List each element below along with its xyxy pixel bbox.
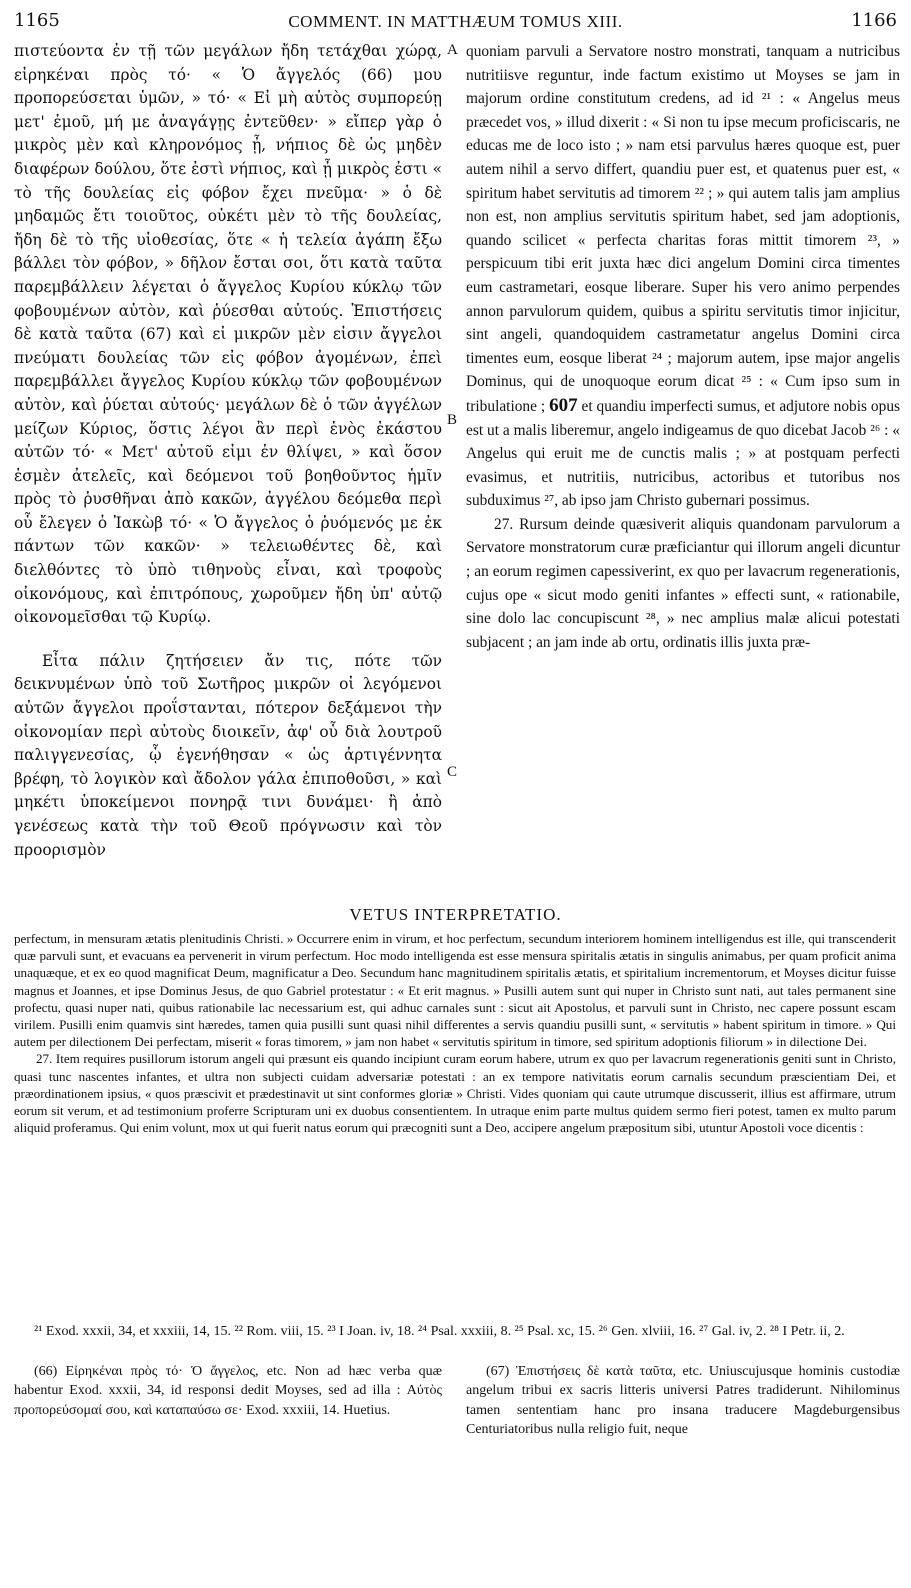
- scripture-footnotes: ²¹ Exod. xxxii, 34, et xxxiii, 14, 15. ²² Rom. viii, 15. ²³ I Joan. iv, 18. ²⁴ Psal. xxxiii, 8. ²⁵ Psal. xc, 15. ²⁶ Gen. xlviii, 16. ²⁷ Gal. iv, 2. ²⁸ I Petr. ii, 2.: [34, 1324, 845, 1339]
- editor-note-66: [14, 1362, 442, 1420]
- greek-paragraph-2: Εἶτα πάλιν ζητήσειεν ἄν τις, πότε τῶν δεικνυμένων ὑπὸ τοῦ Σωτῆρος μικρῶν οἱ λεγόμενοι αὐτῶν ἄγγελοι προΐστανται, πότερον δεξάμενοι τὴν οἰκονομίαν περὶ αὐτοὺς διοικεῖν, ἀφ' οὗ διὰ λουτροῦ παλιγγενεσίας, ᾧ ἐγενήθησαν « ὡς ἀρτιγέννητα βρέφη, τὸ λογικὸν καὶ ἄδολον γάλα ἐπιποθοῦσι, » καὶ μηκέτι ὑποκείμενοι πονηρᾷ τινι δυνάμει· ἢ ἀπὸ γενέσεως κατὰ τὴν τοῦ Θεοῦ πρόγνωσιν καὶ τὸν προορισμὸν: [14, 651, 442, 859]
- latin-paragraph-1-text: quoniam parvuli a Servatore nostro monstrati, tanquam a nutricibus nutritiisve reguntur, inde factum existimo ut Moyses se jam in majorum ordine constitutum credens, ad id ²¹ : « Angelus meus præcedet vos, » illud dixerit : « Si non tu ipse mecum proficiscaris, ne educas me de loco isto ; » nam etsi parvulus hæres quoque est, puer autem nihil a servo differt, quandiu puer est, et quatenus puer est, « spiritum habet servitutis ad timorem ²² ; » qui autem talis jam amplius non est, non amplius servitutis spiritum habet, sed jam adoptionis, quando scilicet « perfecta charitas foras mittit timorem ²³, » perspicuum tibi erit juxta hæc dici angelum Domini circa timentes eum castrametari, eosque liberare. Super his vero animo perpendes annon parvulorum quidem, quibus a spiritu servitutis timor injicitur, sint angeli, quandoquidem castrametatur angelus Domini circa timentes eum, eosque liberat ²⁴ ; majorum autem, ipse major angelis Dominus, qui de unoquoque eorum dicat ²⁵ : « Cum ipso sum in tribulatione ;: [466, 43, 900, 415]
- right-page-number: 1166: [851, 10, 897, 31]
- vetus-interpretatio-text: [14, 930, 896, 1136]
- vetus-paragraph-1: perfectum, in mensuram ætatis plenitudinis Christi. » Occurrere enim in virum, et hoc perfectum, secundum interiorem hominem intelligendus est ille, qui transcenderit quæ parvuli sunt, et evacuans ea pervenerit in virum perfectum. Hoc modo intelligenda est esse mensura spiritalis ætatis in singulis animabus, per quam proficit anima unaquæque, et ex eo quod magnificat Deum, magnificatur a Deo. Secundum hanc magnitudinem spiritalis ætatis, et spiritalium incrementorum, et Moyses dicitur fuisse magnus et Joannes, et ipse Dominus Jesus, de quo Gabriel protestatur : « Et erit magnus. » Pusilli autem sunt qui nuper in Christo sunt nati, aut tales permanent sine profectu, quasi nuper nati, quibus rationabile lac necessarium est, qui adhuc carnales sunt : sicut ait Apostolus, et parvuli sunt in Christo, nec capere possunt escam virilem. Pusilli enim quamvis sint hæredes, tamen quia pusilli sunt quasi nihil differentes a servis quandiu pusilli sunt, « servitutis » habent spiritum in timore. » Qui autem per dilectionem Dei perfectam, miserit « foras timorem, » jam non habet « servitutis spiritum in timore, sed spiritum adoptionis filiorum » in dilectione Dei.: [14, 931, 896, 1050]
- page-header: [14, 8, 897, 36]
- latin-paragraph-1: [466, 40, 900, 513]
- greek-column: [14, 40, 442, 862]
- margin-letter-c: C: [447, 764, 458, 780]
- latin-column: [466, 40, 900, 654]
- greek-paragraph-1: πιστεύοντα ἐν τῇ τῶν μεγάλων ἤδη τετάχθαι χώρᾳ, εἰρηκέναι πρὸς τό· « Ὁ ἄγγελός (66) μου προπορεύσεται ὑμῶν, » τό· « Εἰ μὴ αὐτὸς συμπορεύῃ μετ' ἐμοῦ, μή με ἀναγάγῃς ἐντεῦθεν· » εἴπερ γὰρ ὁ μικρὸς μὲν καὶ κληρονόμος ᾖ, νήπιος δὲ ὡς μηδὲν διαφέρων δούλου, ὅτε ἐστὶ νήπιος, καὶ ᾖ μικρὸς ἐστι « τὸ τῆς δουλείας εἰς φόβον ἔχει πνεῦμα· » ὁ δὲ μηδαμῶς ἔτι τοιοῦτος, οὐκέτι μὲν τὸ τῆς δουλείας, ἤδη δὲ τὸ τῆς υἱοθεσίας, ὅτε « ἡ τελεία ἀγάπη ἔξω βάλλει τὸν φόβον, » δῆλον ἔσται σοι, ὅτι κατὰ ταῦτα παρεμβάλλειν λέγεται ὁ ἄγγελος Κυρίου κύκλῳ τῶν φοβουμένων αὐτὸν, καὶ ῥύεσθαι αὐτούς. Ἐπιστήσεις δὲ κατὰ ταῦτα (67) καὶ εἰ μικρῶν μὲν εἰσιν ἄγγελοι πνεύματι δουλείας τῶν εἰς φόβον ἀγομένων, ἐπεὶ παρεμβάλλει ἄγγελος Κυρίου κύκλῳ τῶν φοβουμένων αὐτὸν, καὶ ῥύεται αὐτούς· μεγάλων δὲ ὁ τῶν ἀγγέλων μείζων Κύριος, ὅστις λέγοι ἂν περὶ ἑνὸς ἑκάστου αὐτῶν τό· « Μετ' αὐτοῦ εἰμι ἐν θλίψει, » καὶ ὅσον ἐσμὲν ἀτελεῖς, καὶ δεόμενοι τοῦ βοηθοῦντος ἡμῖν πρὸς τὸ ῥυσθῆναι ἀπὸ κακῶν, ἀγγέλου δεόμεθα περὶ οὗ ἔλεγεν ὁ Ἰακὼβ τό· « Ὁ ἄγγελος ὁ ῥυόμενός με ἐκ πάντων τῶν κακῶν· » τελειωθέντες δὲ, καὶ διελθόντες τὸ ὑπὸ τιθηνοὺς εἶναι, καὶ τροφοὺς οἰκονόμους, καὶ ἐπιτρόπους, χωροῦμεν ἤδη ὑπ' αὐτῷ οἰκονομεῖσθαι τῷ Κυρίῳ.: [14, 42, 442, 627]
- editor-note-67: [466, 1362, 900, 1440]
- running-title: COMMENT. IN MATTHÆUM TOMUS XIII.: [288, 12, 623, 31]
- left-page-number: 1165: [14, 10, 60, 31]
- margin-letter-b: B: [447, 412, 458, 428]
- editor-note-67-text: (67) Ἐπιστήσεις δὲ κατὰ ταῦτα, etc. Uniuscujusque hominis custodiæ angelum tribui ex sacris litteris universi Patres tradiderunt. Nihilominus tamen sententiam hanc pro insana traducere Magdeburgensibus Centuriatoribus nulla religio fuit, neque: [466, 1364, 900, 1438]
- column-number-marker: 607: [549, 394, 578, 416]
- vetus-paragraph-2: 27. Item requires pusillorum istorum angeli qui præsunt eis quando incipiunt curam eorum habere, utrum ex quo per lavacrum regenerationis geniti sunt in Christo, quasi tunc nascentes infantes, et ultra non subjecti cuidam adversariæ potestati : an ex tempore nativitatis eorum carnalis secundum præscientiam Dei, et præordinationem ipsius, « quos præscivit et prædestinavit ut sint conformes gloriæ » Christi. Vides quoniam qui caute utrumque discusserit, illius est affirmare, utrum eorum sit verum, et ad testimonium proferre Scripturam uni ex duobus consentientem. In utraque enim parte multus quidem sermo fieri potest, tamen ex multo parum aliquid proferamus. Qui enim volunt, mox ut qui fuerit natus eorum qui præcogniti sunt a Deo, accipere angelum præpositum sibi, utuntur Apostoli voce dicentis :: [14, 1051, 896, 1136]
- latin-paragraph-2: 27. Rursum deinde quæsiverit aliquis quandonam parvulorum a Servatore monstratorum curæ præficiantur qui illorum angeli dicuntur ; an eorum regimen capessiverint, ex quo per lavacrum regenerationis, cujus ope « sicut modo geniti infantes » effecti sunt, « rationabile, sine dolo lac concupiscunt ²⁸, » nec amplius malæ alicui potestati subjacent ; an jam inde ab ortu, ordinatis illis juxta præ-: [466, 515, 900, 651]
- latin-paragraph-1-end: et quandiu imperfecti sumus, et adjutore nobis opus est ut a malis liberemur, angelo indigeamus de quo dicebat Jacob ²⁶ : « Angelus qui eruit me de cunctis malis ; » at postquam perfecti evasimus, et nutritiis, nutricibus, actoribus et tutoribus nos subduximus ²⁷, ab ipso jam Christo gubernari possimus.: [466, 397, 901, 510]
- editor-note-66-text: (66) Εἰρηκέναι πρὸς τό· Ὁ ἄγγελος, etc. Non ad hæc verba quæ habentur Exod. xxxii, 34, id responsi dedit Moyses, sed ad illa : Αὐτὸς προπορεύσομαί σου, καὶ καταπαύσω σε· Exod. xxxiii, 14. Huetius.: [14, 1364, 442, 1418]
- vetus-interpretatio-heading: VETUS INTERPRETATIO.: [349, 905, 562, 924]
- margin-letter-a: A: [447, 42, 458, 58]
